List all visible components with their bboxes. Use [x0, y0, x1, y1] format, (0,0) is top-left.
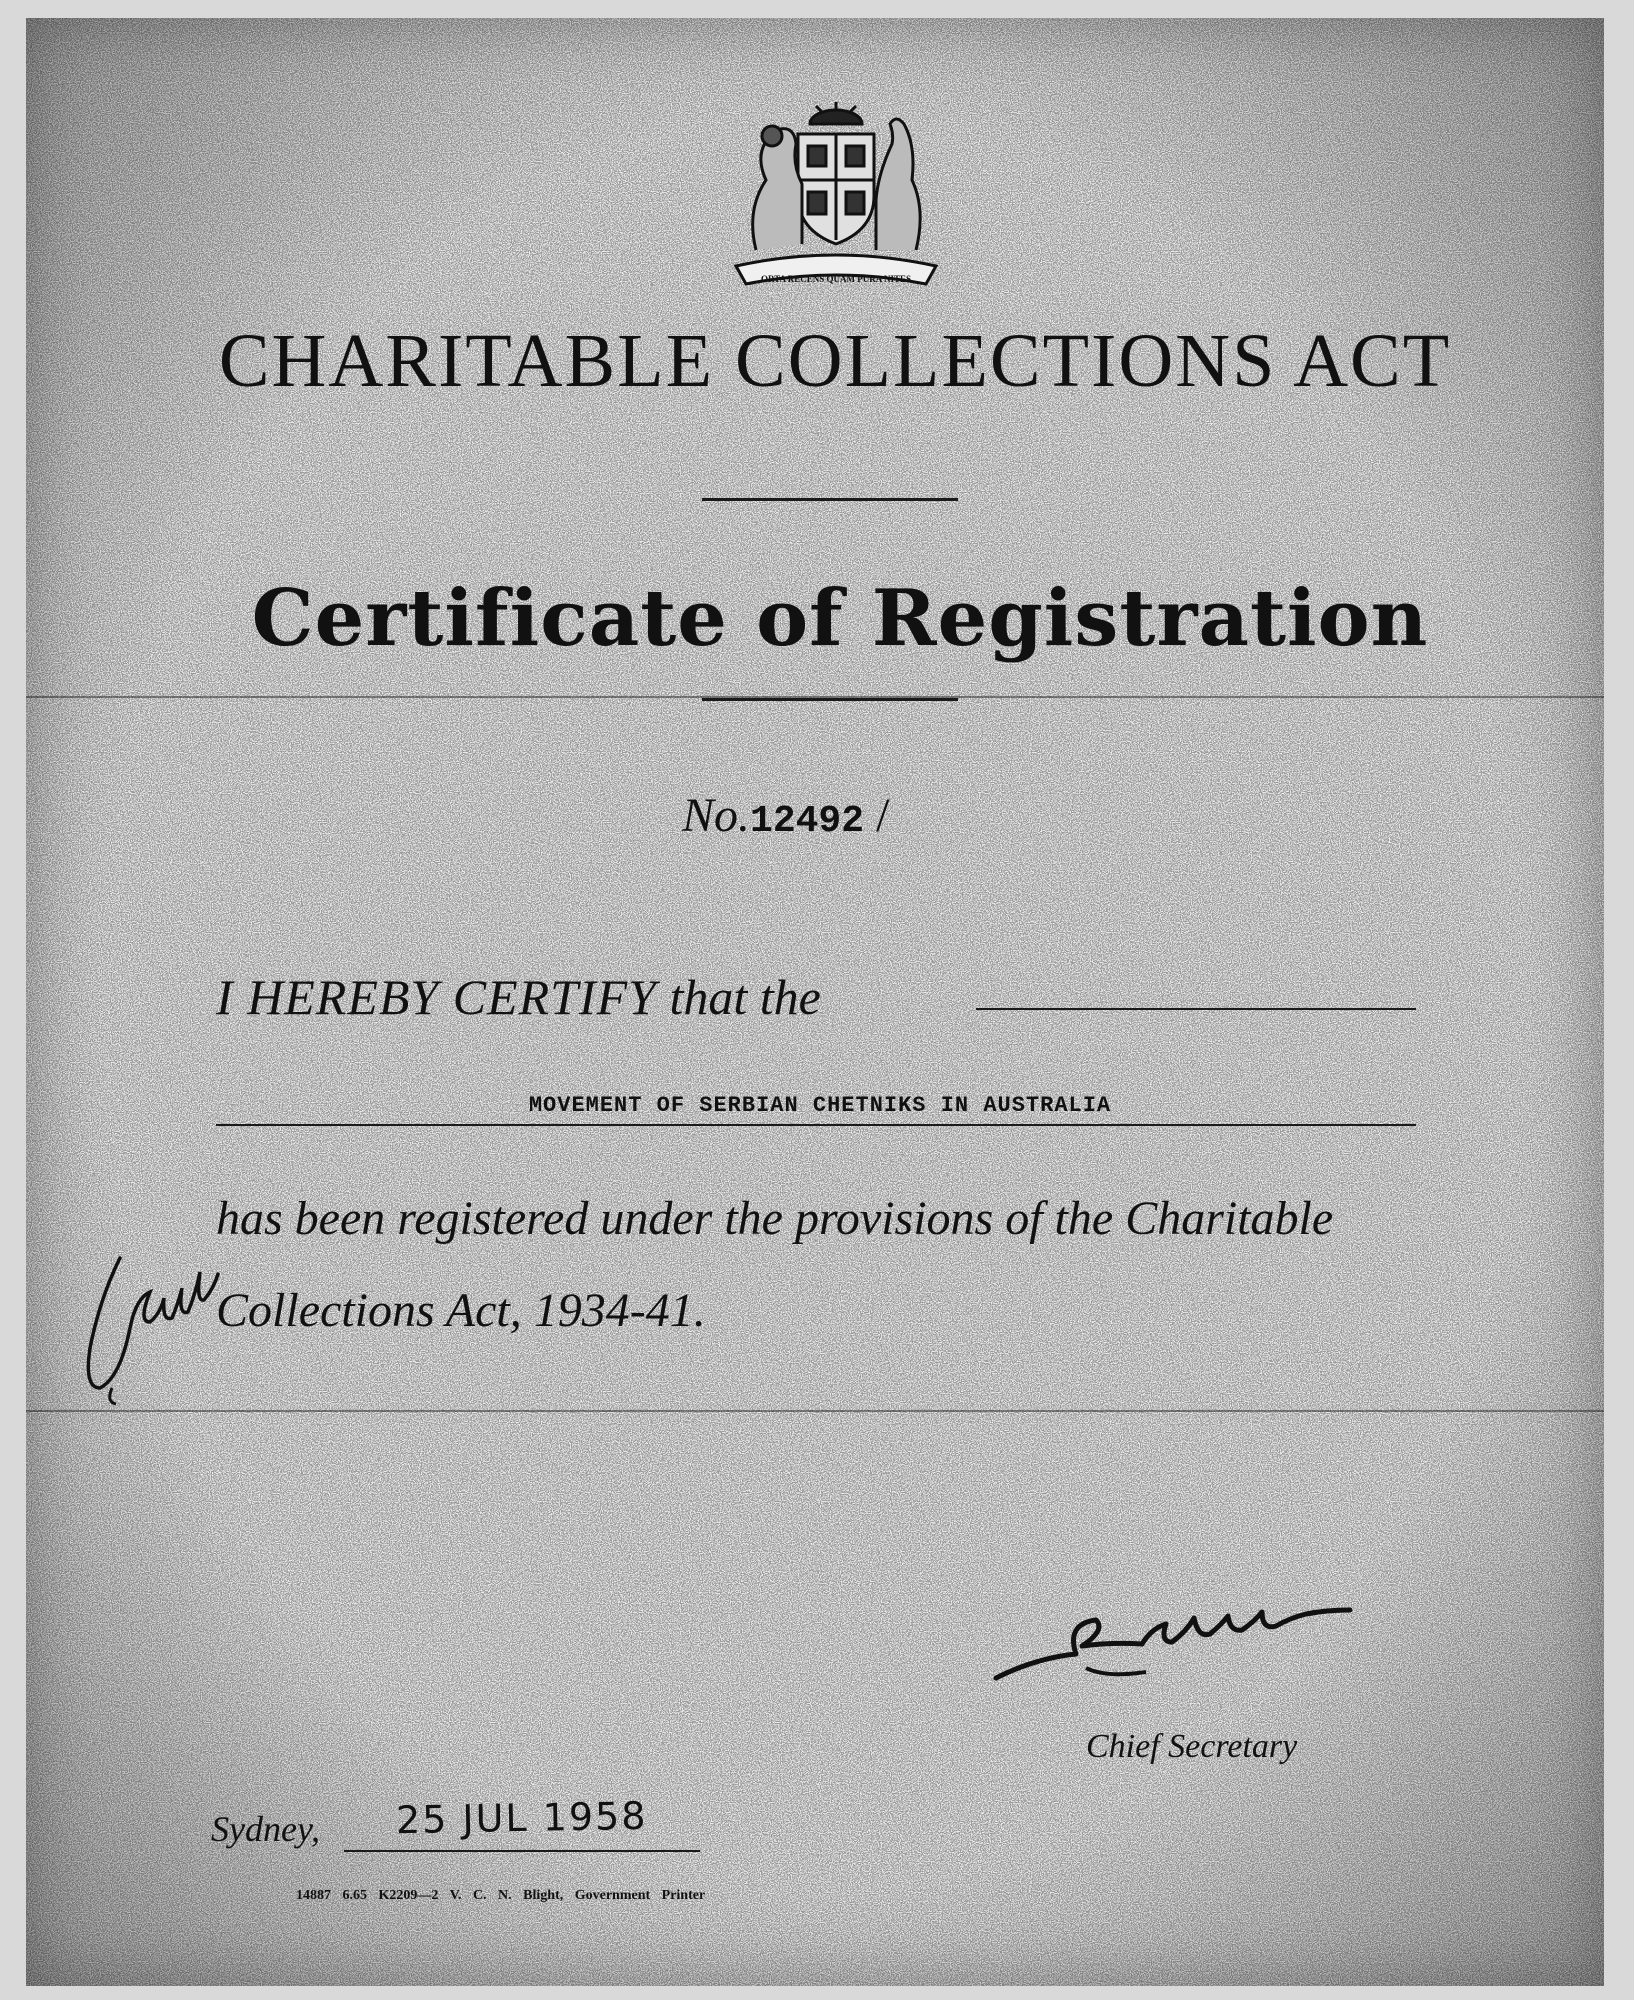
statement-line-2: Collections Act, 1934-41. — [216, 1284, 706, 1337]
subtitle-rule — [702, 698, 958, 701]
certify-line — [216, 968, 821, 1026]
date-stamp: 25 JUL 1958 — [395, 1793, 648, 1843]
certificate-title: Certificate of Registration — [251, 573, 1429, 664]
certify-underline — [976, 1008, 1416, 1010]
organisation-underline — [216, 1124, 1416, 1126]
chief-secretary-signature-icon — [986, 1598, 1406, 1708]
certify-rest: that the — [669, 969, 821, 1025]
date-underline — [344, 1850, 700, 1852]
number-value: 12492 — [750, 800, 865, 843]
organisation-name: MOVEMENT OF SERBIAN CHETNIKS IN AUSTRALIA — [528, 1093, 1112, 1118]
number-label: No. — [682, 789, 751, 842]
certify-caps: I HEREBY CERTIFY — [216, 969, 657, 1025]
crest-motto: ORTA RECENS QUAM PURA NITES — [760, 274, 912, 284]
registration-statement — [216, 1173, 1436, 1357]
signatory-title: Chief Secretary — [1086, 1728, 1298, 1765]
certificate-number: No.12492 / — [682, 789, 890, 843]
fold-crease-lower — [26, 1410, 1604, 1412]
handwritten-initial-icon — [50, 1238, 230, 1418]
title-rule — [702, 498, 958, 501]
printer-imprint: 14887 6.65 K2209—2 V. C. N. Blight, Government Printer — [296, 1888, 706, 1903]
place-label: Sydney, — [211, 1809, 320, 1849]
coat-of-arms-icon — [716, 100, 956, 300]
act-title: CHARITABLE COLLECTIONS ACT — [218, 319, 1452, 403]
statement-line-1: has been registered under the provisions of the Charitable — [216, 1192, 1334, 1245]
certificate-sheet — [26, 18, 1604, 1986]
